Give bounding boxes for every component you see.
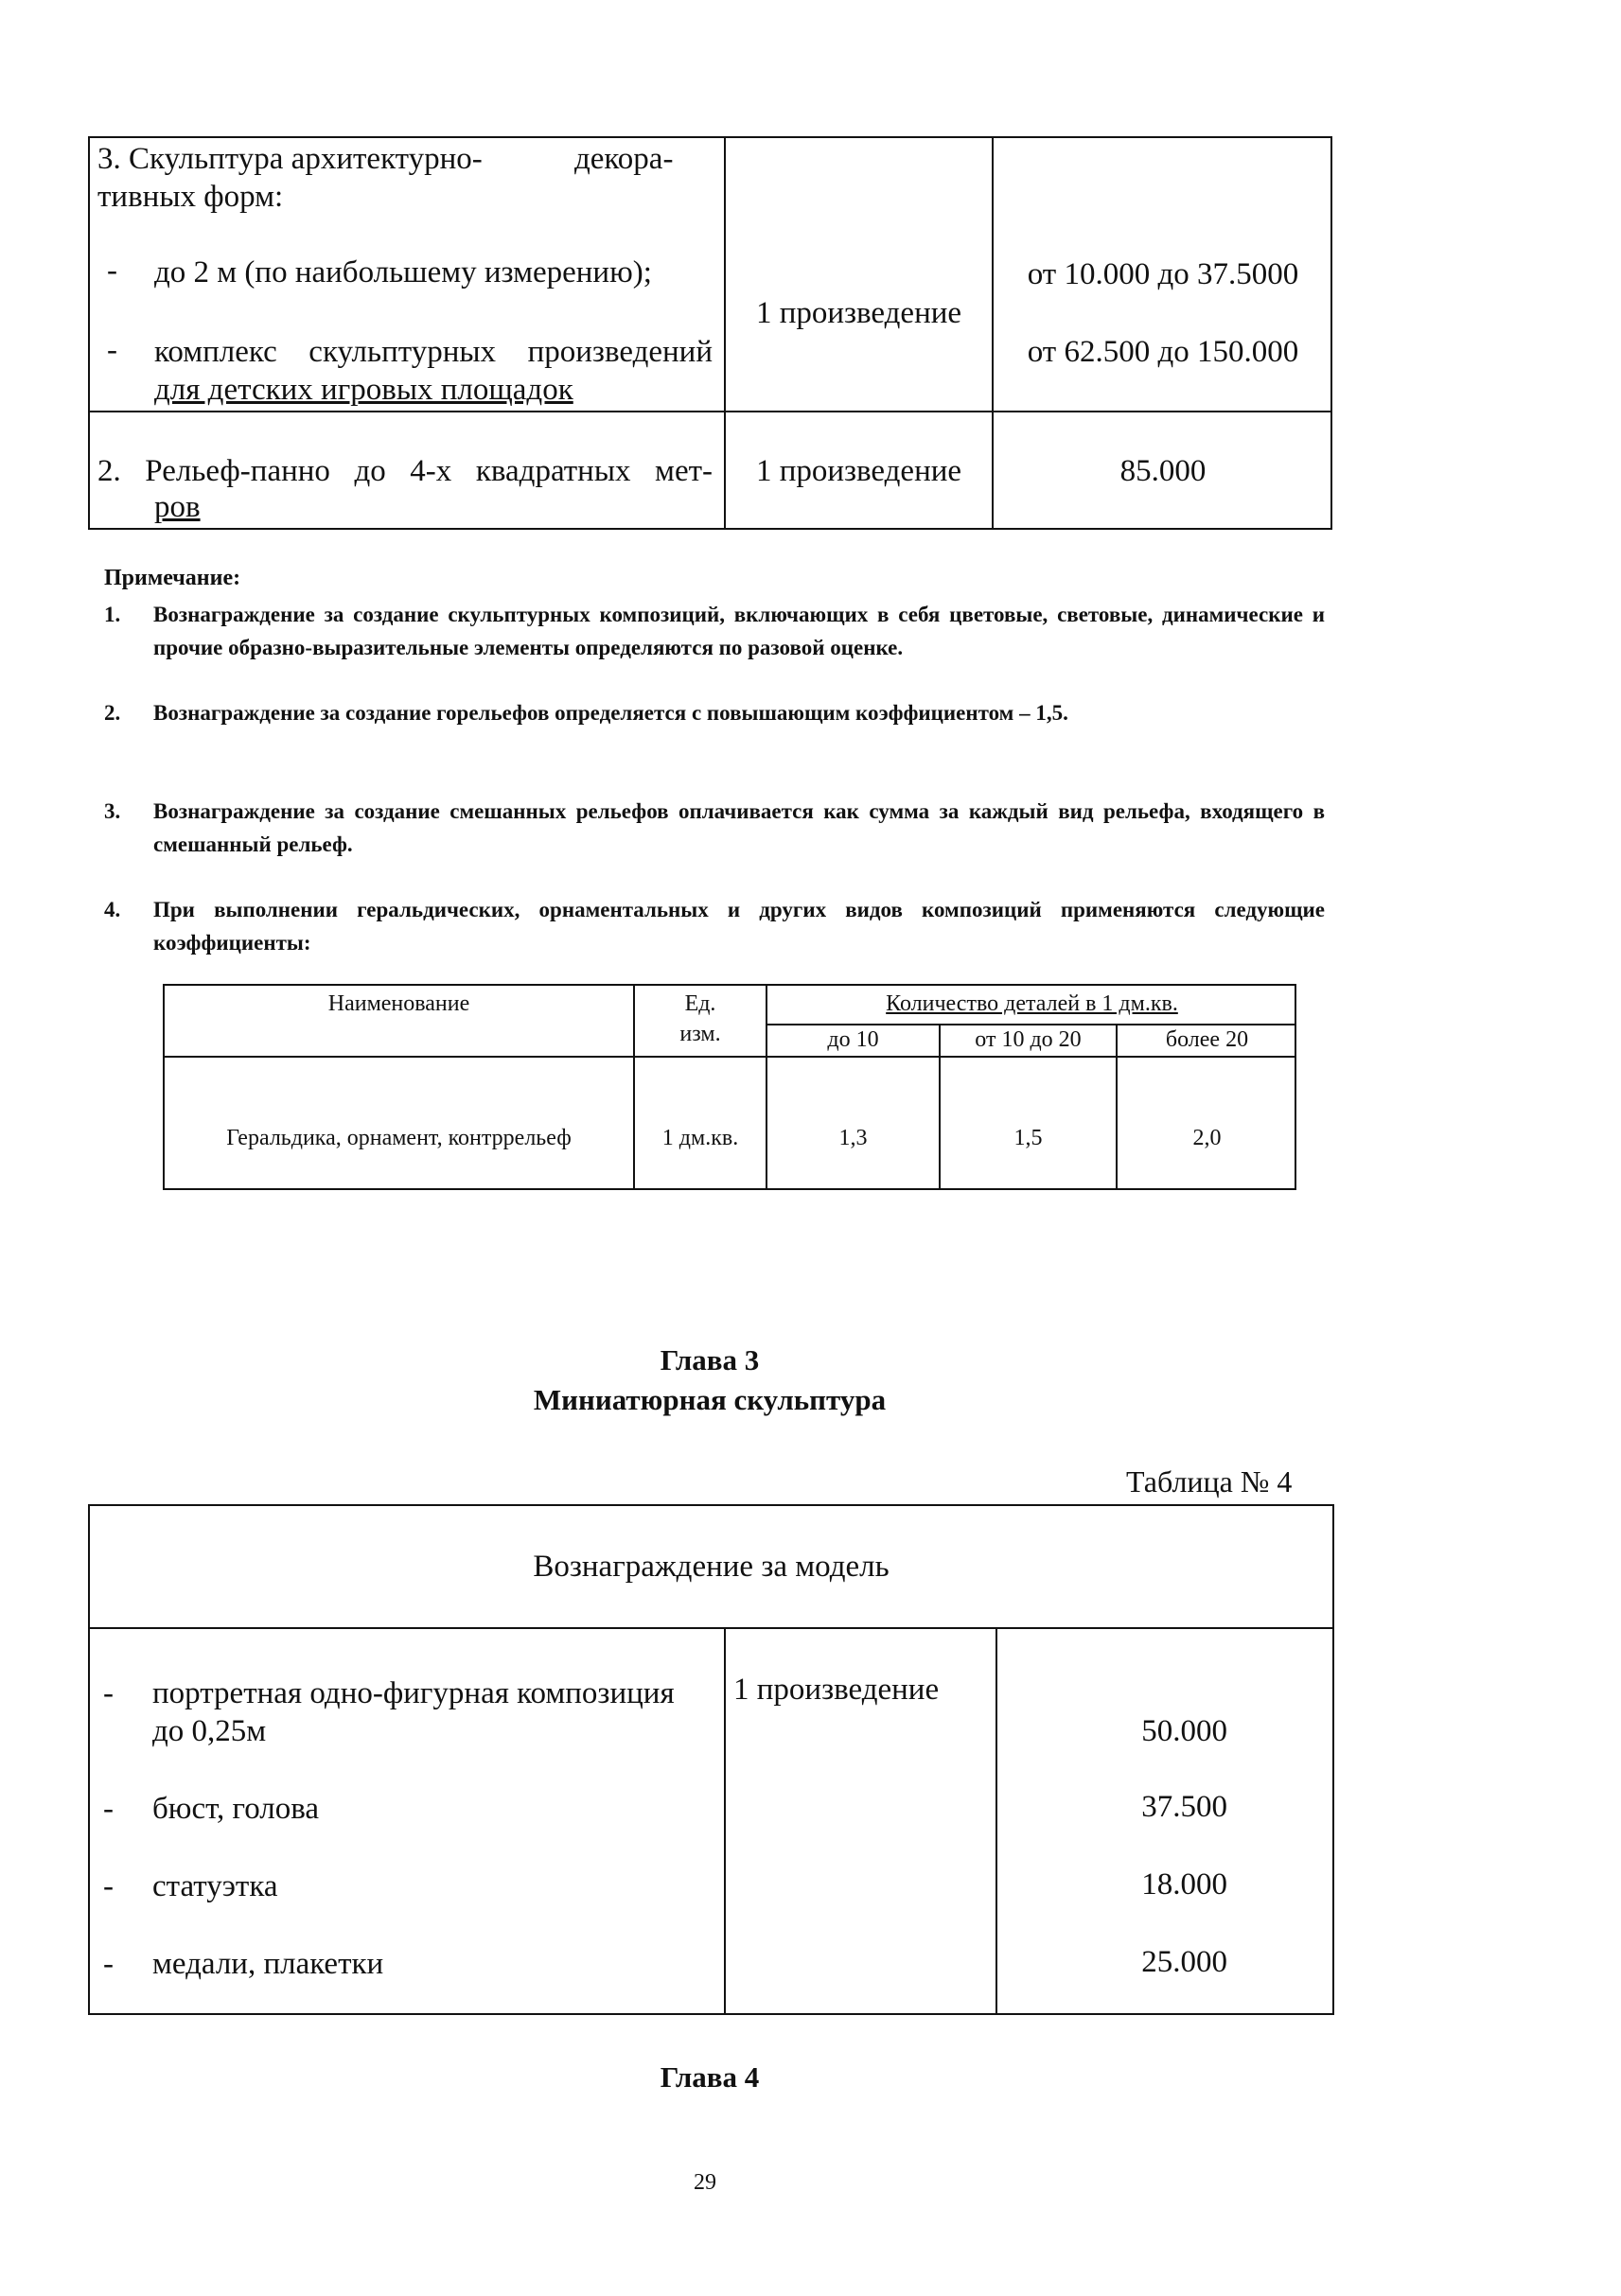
row2-unit: 1 произведение xyxy=(755,454,962,488)
subheader: от 10 до 20 xyxy=(975,1027,1082,1052)
item-line2: до 0,25м xyxy=(152,1714,267,1748)
row-divider xyxy=(90,411,1330,412)
item-line1: портретная одно-фигурная композиция xyxy=(152,1676,675,1710)
row2-title-line1: 2. Рельеф-панно до 4-х квадратных мет- xyxy=(97,454,713,488)
row1-title-line1: 3. Скульптура архитектурно- xyxy=(97,142,483,176)
row-unit: 1 дм.кв. xyxy=(661,1126,739,1150)
column-divider xyxy=(724,1627,726,2013)
note-text: При выполнении геральдических, орнаментальных и других видов композиций применяются следующие коэффициенты: xyxy=(153,898,1325,955)
item-price: 25.000 xyxy=(1141,1945,1227,1979)
note-item xyxy=(104,598,1325,664)
header-unit-line1: Ед. xyxy=(684,991,716,1016)
subheader: до 10 xyxy=(827,1027,879,1052)
note-item xyxy=(104,696,1325,729)
miniature-sculpture-table xyxy=(88,1504,1334,2015)
list-dash: - xyxy=(103,1792,114,1826)
page-number: 29 xyxy=(694,2170,716,2195)
row1-unit: 1 произведение xyxy=(755,296,962,330)
list-dash: - xyxy=(103,1869,114,1903)
chapter-subheading: Миниатюрная скульптура xyxy=(533,1383,887,1416)
row1-item2-line1: комплекс скульптурных произведений xyxy=(154,335,713,369)
note-item xyxy=(104,795,1325,861)
item-line1: статуэтка xyxy=(152,1869,278,1903)
note-text: Вознаграждение за создание смешанных рельефов оплачивается как сумма за каждый вид рельефа, входящего в смешанный рельеф. xyxy=(153,799,1325,856)
note-item xyxy=(104,893,1325,959)
note-number: 2. xyxy=(104,701,121,725)
unit-label: 1 произведение xyxy=(733,1673,940,1707)
subheader: более 20 xyxy=(1165,1027,1249,1052)
row2-price: 85.000 xyxy=(1119,454,1207,488)
item-price: 50.000 xyxy=(1141,1714,1227,1748)
header-unit-line2: изм. xyxy=(679,1022,721,1046)
row-value: 1,5 xyxy=(1013,1126,1043,1150)
table-header: Вознаграждение за модель xyxy=(533,1550,890,1584)
item-line1: медали, плакетки xyxy=(152,1947,384,1981)
row1-item2-line2: для детских игровых площадок xyxy=(154,373,573,407)
header-group: Количество деталей в 1 дм.кв. xyxy=(886,991,1178,1016)
item-price: 18.000 xyxy=(1141,1867,1227,1902)
row-divider xyxy=(766,1024,1295,1025)
row1-title-line1-end: декора- xyxy=(574,142,674,176)
table-label: Таблица № 4 xyxy=(1126,1464,1293,1499)
row2-title-line2: ров xyxy=(154,490,201,524)
list-dash: - xyxy=(103,1947,114,1981)
row1-price-1: от 10.000 до 37.5000 xyxy=(1027,257,1299,291)
row-divider xyxy=(165,1056,1295,1058)
row-name: Геральдика, орнамент, контррельеф xyxy=(226,1126,572,1150)
note-text: Вознаграждение за создание горельефов определяется с повышающим коэффициентом – 1,5. xyxy=(153,701,1068,725)
row1-price-2: от 62.500 до 150.000 xyxy=(1027,335,1299,369)
chapter-heading: Глава 3 xyxy=(660,1343,760,1376)
row-value: 1,3 xyxy=(838,1126,868,1150)
list-dash: - xyxy=(107,254,117,288)
column-divider xyxy=(996,1627,997,2013)
item-price: 37.500 xyxy=(1141,1790,1227,1824)
row1-item1: до 2 м (по наибольшему измерению); xyxy=(154,255,652,289)
coefficient-table xyxy=(163,984,1296,1190)
row-value: 2,0 xyxy=(1192,1126,1222,1150)
list-dash: - xyxy=(103,1676,114,1710)
note-text: Вознаграждение за создание скульптурных композиций, включающих в себя цветовые, световые, динамические и прочие образно-выразительные элементы определяются по разовой оценке. xyxy=(153,603,1325,659)
row1-title-line2: тивных форм: xyxy=(97,180,284,214)
note-number: 4. xyxy=(104,898,121,921)
chapter-heading: Глава 4 xyxy=(660,2060,760,2094)
list-dash: - xyxy=(107,333,117,367)
header-name: Наименование xyxy=(327,991,470,1016)
notes-title: Примечание: xyxy=(104,566,241,590)
sculpture-price-table xyxy=(88,136,1332,530)
note-number: 3. xyxy=(104,799,121,823)
note-number: 1. xyxy=(104,603,121,626)
item-line1: бюст, голова xyxy=(152,1792,320,1826)
row-divider xyxy=(90,1627,1332,1629)
